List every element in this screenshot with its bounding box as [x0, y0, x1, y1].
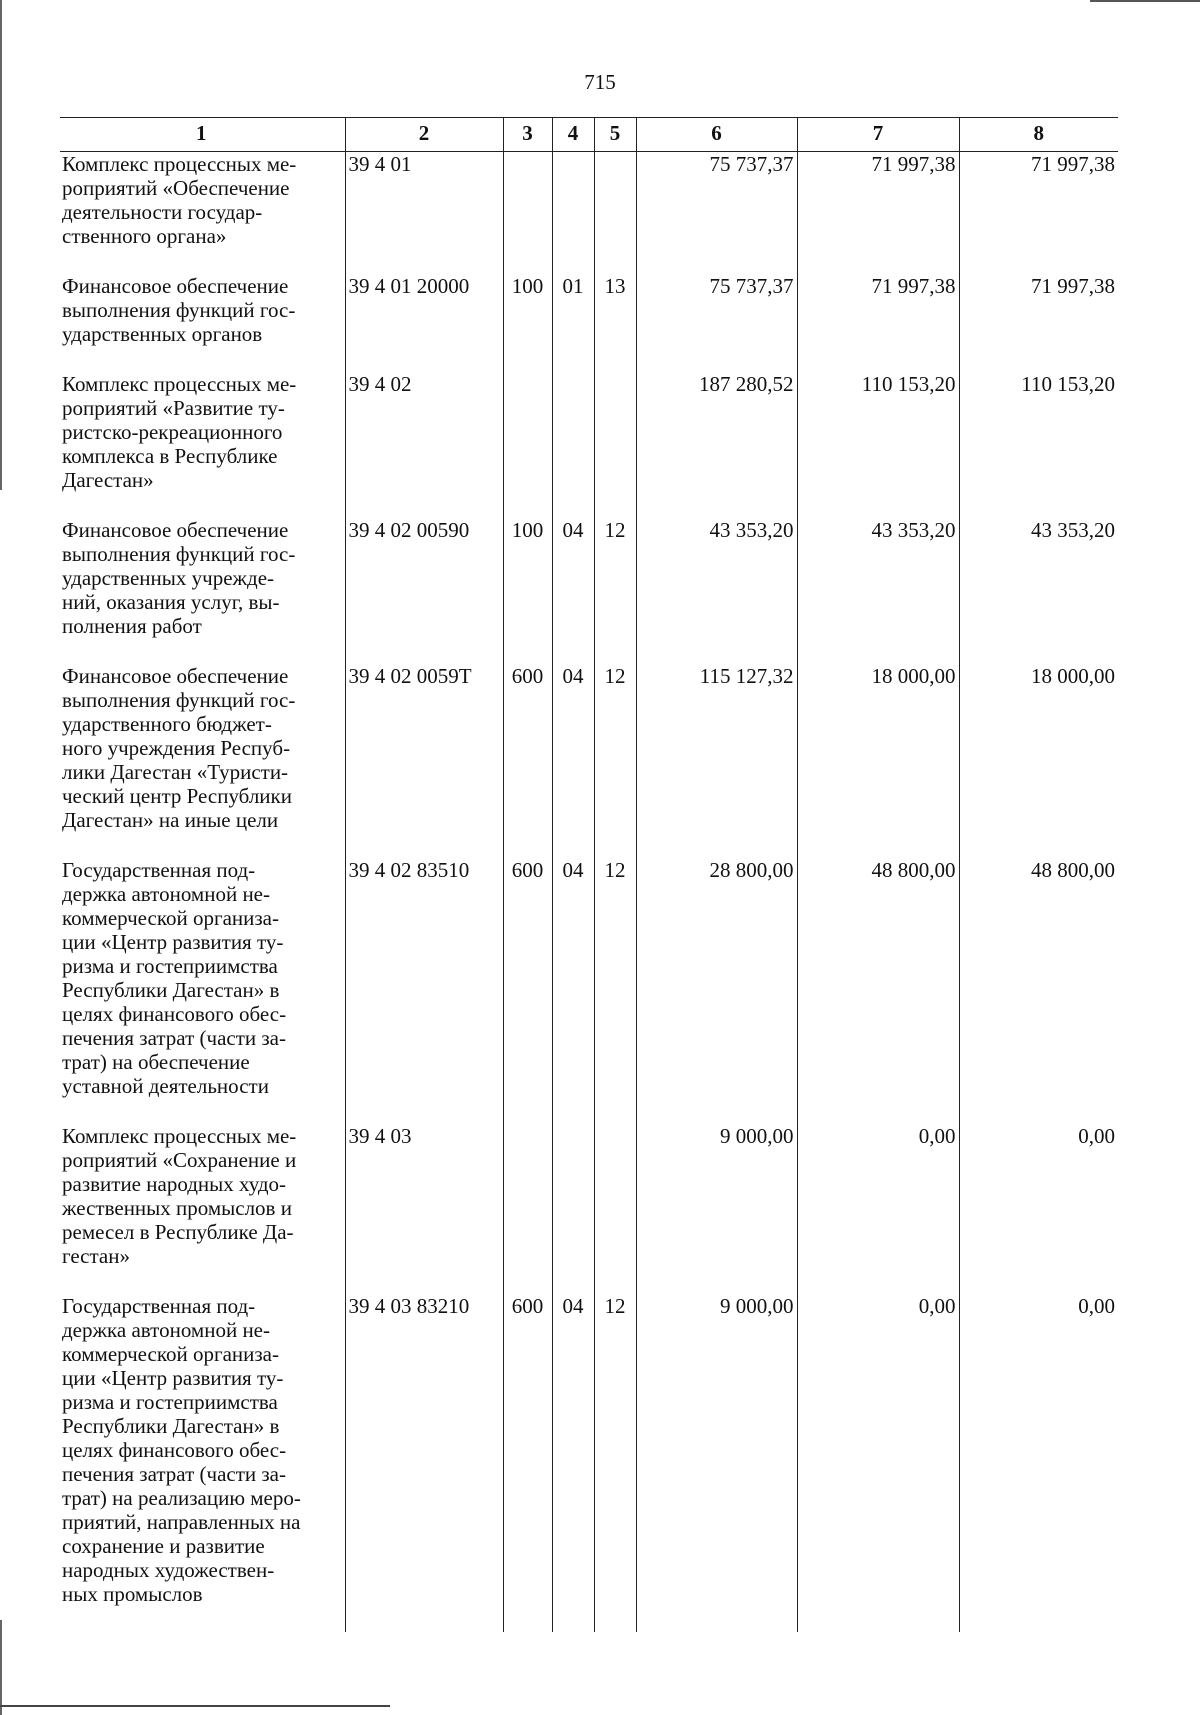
header-col-1: 1 [60, 118, 345, 152]
header-col-6: 6 [636, 118, 797, 152]
cell-expense-type [503, 372, 552, 518]
cell-expense-type: 600 [503, 664, 552, 858]
table-row [60, 1294, 1118, 1632]
cell-subsection [594, 152, 636, 275]
name-line: выполнения функций гос- [62, 298, 296, 322]
cell-amount-col7: 48 800,00 [797, 858, 959, 1124]
name-line: роприятий «Развитие ту- [62, 396, 285, 420]
cell-expense-type: 600 [503, 858, 552, 1124]
cell-amount-col6: 75 737,37 [636, 274, 797, 372]
cell-subsection: 13 [594, 274, 636, 372]
name-line: ческий центр Республики [62, 784, 292, 808]
cell-code: 39 4 01 [345, 152, 503, 275]
cell-expense-type [503, 1124, 552, 1294]
cell-subsection [594, 372, 636, 518]
scan-edge-left-lower [0, 1620, 2, 1715]
name-line: Дагестан» на иные цели [62, 808, 279, 832]
table-row [60, 152, 1118, 275]
name-line: гестан» [62, 1244, 130, 1268]
scan-edge-top [1090, 0, 1200, 2]
cell-section: 04 [552, 518, 594, 664]
cell-code: 39 4 03 [345, 1124, 503, 1294]
table-body [60, 152, 1118, 1633]
name-line: Республики Дагестан» в [62, 1414, 280, 1438]
table-row [60, 518, 1118, 664]
name-line: Комплекс процессных ме- [62, 1124, 297, 1148]
name-line: Государственная под- [62, 858, 256, 882]
name-line: Финансовое обеспечение [62, 664, 289, 688]
header-col-3: 3 [503, 118, 552, 152]
name-line: печения затрат (части за- [62, 1026, 286, 1050]
name-line: деятельности государ- [62, 200, 263, 224]
cell-code: 39 4 01 20000 [345, 274, 503, 372]
cell-subsection: 12 [594, 518, 636, 664]
name-line: держка автономной не- [62, 1318, 270, 1342]
name-line: ний, оказания услуг, вы- [62, 590, 280, 614]
cell-name [60, 1294, 345, 1632]
cell-amount-col8: 0,00 [959, 1294, 1118, 1632]
table-row [60, 858, 1118, 1124]
cell-amount-col8: 18 000,00 [959, 664, 1118, 858]
name-line: народных художествен- [62, 1558, 275, 1582]
cell-expense-type [503, 152, 552, 275]
budget-table [60, 117, 1118, 1632]
name-line: печения затрат (части за- [62, 1462, 286, 1486]
cell-amount-col6: 187 280,52 [636, 372, 797, 518]
name-line: сохранение и развитие [62, 1534, 265, 1558]
cell-name [60, 858, 345, 1124]
cell-amount-col8: 110 153,20 [959, 372, 1118, 518]
name-line: выполнения функций гос- [62, 542, 296, 566]
name-line: ударственного бюджет- [62, 712, 272, 736]
name-line: держка автономной не- [62, 882, 270, 906]
cell-amount-col6: 9 000,00 [636, 1294, 797, 1632]
cell-section [552, 1124, 594, 1294]
cell-amount-col6: 75 737,37 [636, 152, 797, 275]
cell-section [552, 372, 594, 518]
header-col-5: 5 [594, 118, 636, 152]
name-line: трат) на реализацию меро- [62, 1486, 301, 1510]
name-line: ремесел в Республике Да- [62, 1220, 294, 1244]
header-col-2: 2 [345, 118, 503, 152]
table-row [60, 664, 1118, 858]
cell-amount-col7: 18 000,00 [797, 664, 959, 858]
cell-amount-col8: 71 997,38 [959, 152, 1118, 275]
name-line: целях финансового обес- [62, 1438, 287, 1462]
header-col-8: 8 [959, 118, 1118, 152]
cell-section [552, 152, 594, 275]
header-col-4: 4 [552, 118, 594, 152]
cell-amount-col7: 71 997,38 [797, 274, 959, 372]
cell-amount-col7: 0,00 [797, 1124, 959, 1294]
name-line: развитие народных худо- [62, 1172, 287, 1196]
header-col-7: 7 [797, 118, 959, 152]
cell-expense-type: 100 [503, 518, 552, 664]
name-line: Комплекс процессных ме- [62, 152, 297, 176]
name-line: полнения работ [62, 614, 202, 638]
name-line: лики Дагестан «Туристи- [62, 760, 289, 784]
cell-section: 04 [552, 664, 594, 858]
cell-expense-type: 600 [503, 1294, 552, 1632]
table-row [60, 372, 1118, 518]
cell-amount-col7: 110 153,20 [797, 372, 959, 518]
name-line: Дагестан» [62, 468, 154, 492]
cell-code: 39 4 03 83210 [345, 1294, 503, 1632]
name-line: коммерческой организа- [62, 906, 279, 930]
cell-amount-col6: 28 800,00 [636, 858, 797, 1124]
cell-amount-col6: 115 127,32 [636, 664, 797, 858]
name-line: ударственных органов [62, 322, 263, 346]
cell-name [60, 274, 345, 372]
name-line: выполнения функций гос- [62, 688, 296, 712]
name-line: жественных промыслов и [62, 1196, 292, 1220]
cell-amount-col6: 43 353,20 [636, 518, 797, 664]
cell-name [60, 152, 345, 275]
cell-subsection: 12 [594, 1294, 636, 1632]
name-line: приятий, направленных на [62, 1510, 301, 1534]
cell-name [60, 1124, 345, 1294]
cell-section: 01 [552, 274, 594, 372]
cell-section: 04 [552, 1294, 594, 1632]
name-line: ных промыслов [62, 1582, 203, 1606]
cell-code: 39 4 02 0059Т [345, 664, 503, 858]
cell-amount-col8: 48 800,00 [959, 858, 1118, 1124]
cell-code: 39 4 02 00590 [345, 518, 503, 664]
name-line: ственного органа» [62, 224, 227, 248]
cell-subsection: 12 [594, 664, 636, 858]
cell-code: 39 4 02 [345, 372, 503, 518]
page-number: 715 [584, 70, 616, 94]
cell-amount-col7: 71 997,38 [797, 152, 959, 275]
name-line: ризма и гостеприимства [62, 1390, 278, 1414]
cell-name [60, 372, 345, 518]
cell-subsection: 12 [594, 858, 636, 1124]
name-line: трат) на обеспечение [62, 1050, 250, 1074]
scan-edge-bottom [0, 1705, 390, 1707]
name-line: коммерческой организа- [62, 1342, 279, 1366]
header-row [60, 118, 1118, 152]
cell-amount-col6: 9 000,00 [636, 1124, 797, 1294]
name-line: роприятий «Сохранение и [62, 1148, 297, 1172]
table-row [60, 1124, 1118, 1294]
name-line: Финансовое обеспечение [62, 274, 289, 298]
cell-expense-type: 100 [503, 274, 552, 372]
name-line: роприятий «Обеспечение [62, 176, 290, 200]
name-line: ции «Центр развития ту- [62, 930, 284, 954]
name-line: ристско-рекреационного [62, 420, 283, 444]
cell-section: 04 [552, 858, 594, 1124]
cell-amount-col8: 43 353,20 [959, 518, 1118, 664]
name-line: ного учреждения Респуб- [62, 736, 291, 760]
name-line: Комплекс процессных ме- [62, 372, 297, 396]
cell-amount-col7: 43 353,20 [797, 518, 959, 664]
cell-amount-col8: 0,00 [959, 1124, 1118, 1294]
cell-code: 39 4 02 83510 [345, 858, 503, 1124]
name-line: уставной деятельности [62, 1074, 269, 1098]
name-line: Финансовое обеспечение [62, 518, 289, 542]
cell-name [60, 664, 345, 858]
name-line: Государственная под- [62, 1294, 256, 1318]
name-line: комплекса в Республике [62, 444, 278, 468]
table-row [60, 274, 1118, 372]
name-line: ризма и гостеприимства [62, 954, 278, 978]
scan-edge-left [0, 0, 2, 490]
cell-amount-col8: 71 997,38 [959, 274, 1118, 372]
name-line: целях финансового обес- [62, 1002, 287, 1026]
cell-name [60, 518, 345, 664]
name-line: ции «Центр развития ту- [62, 1366, 284, 1390]
name-line: ударственных учрежде- [62, 566, 275, 590]
cell-subsection [594, 1124, 636, 1294]
cell-amount-col7: 0,00 [797, 1294, 959, 1632]
name-line: Республики Дагестан» в [62, 978, 280, 1002]
